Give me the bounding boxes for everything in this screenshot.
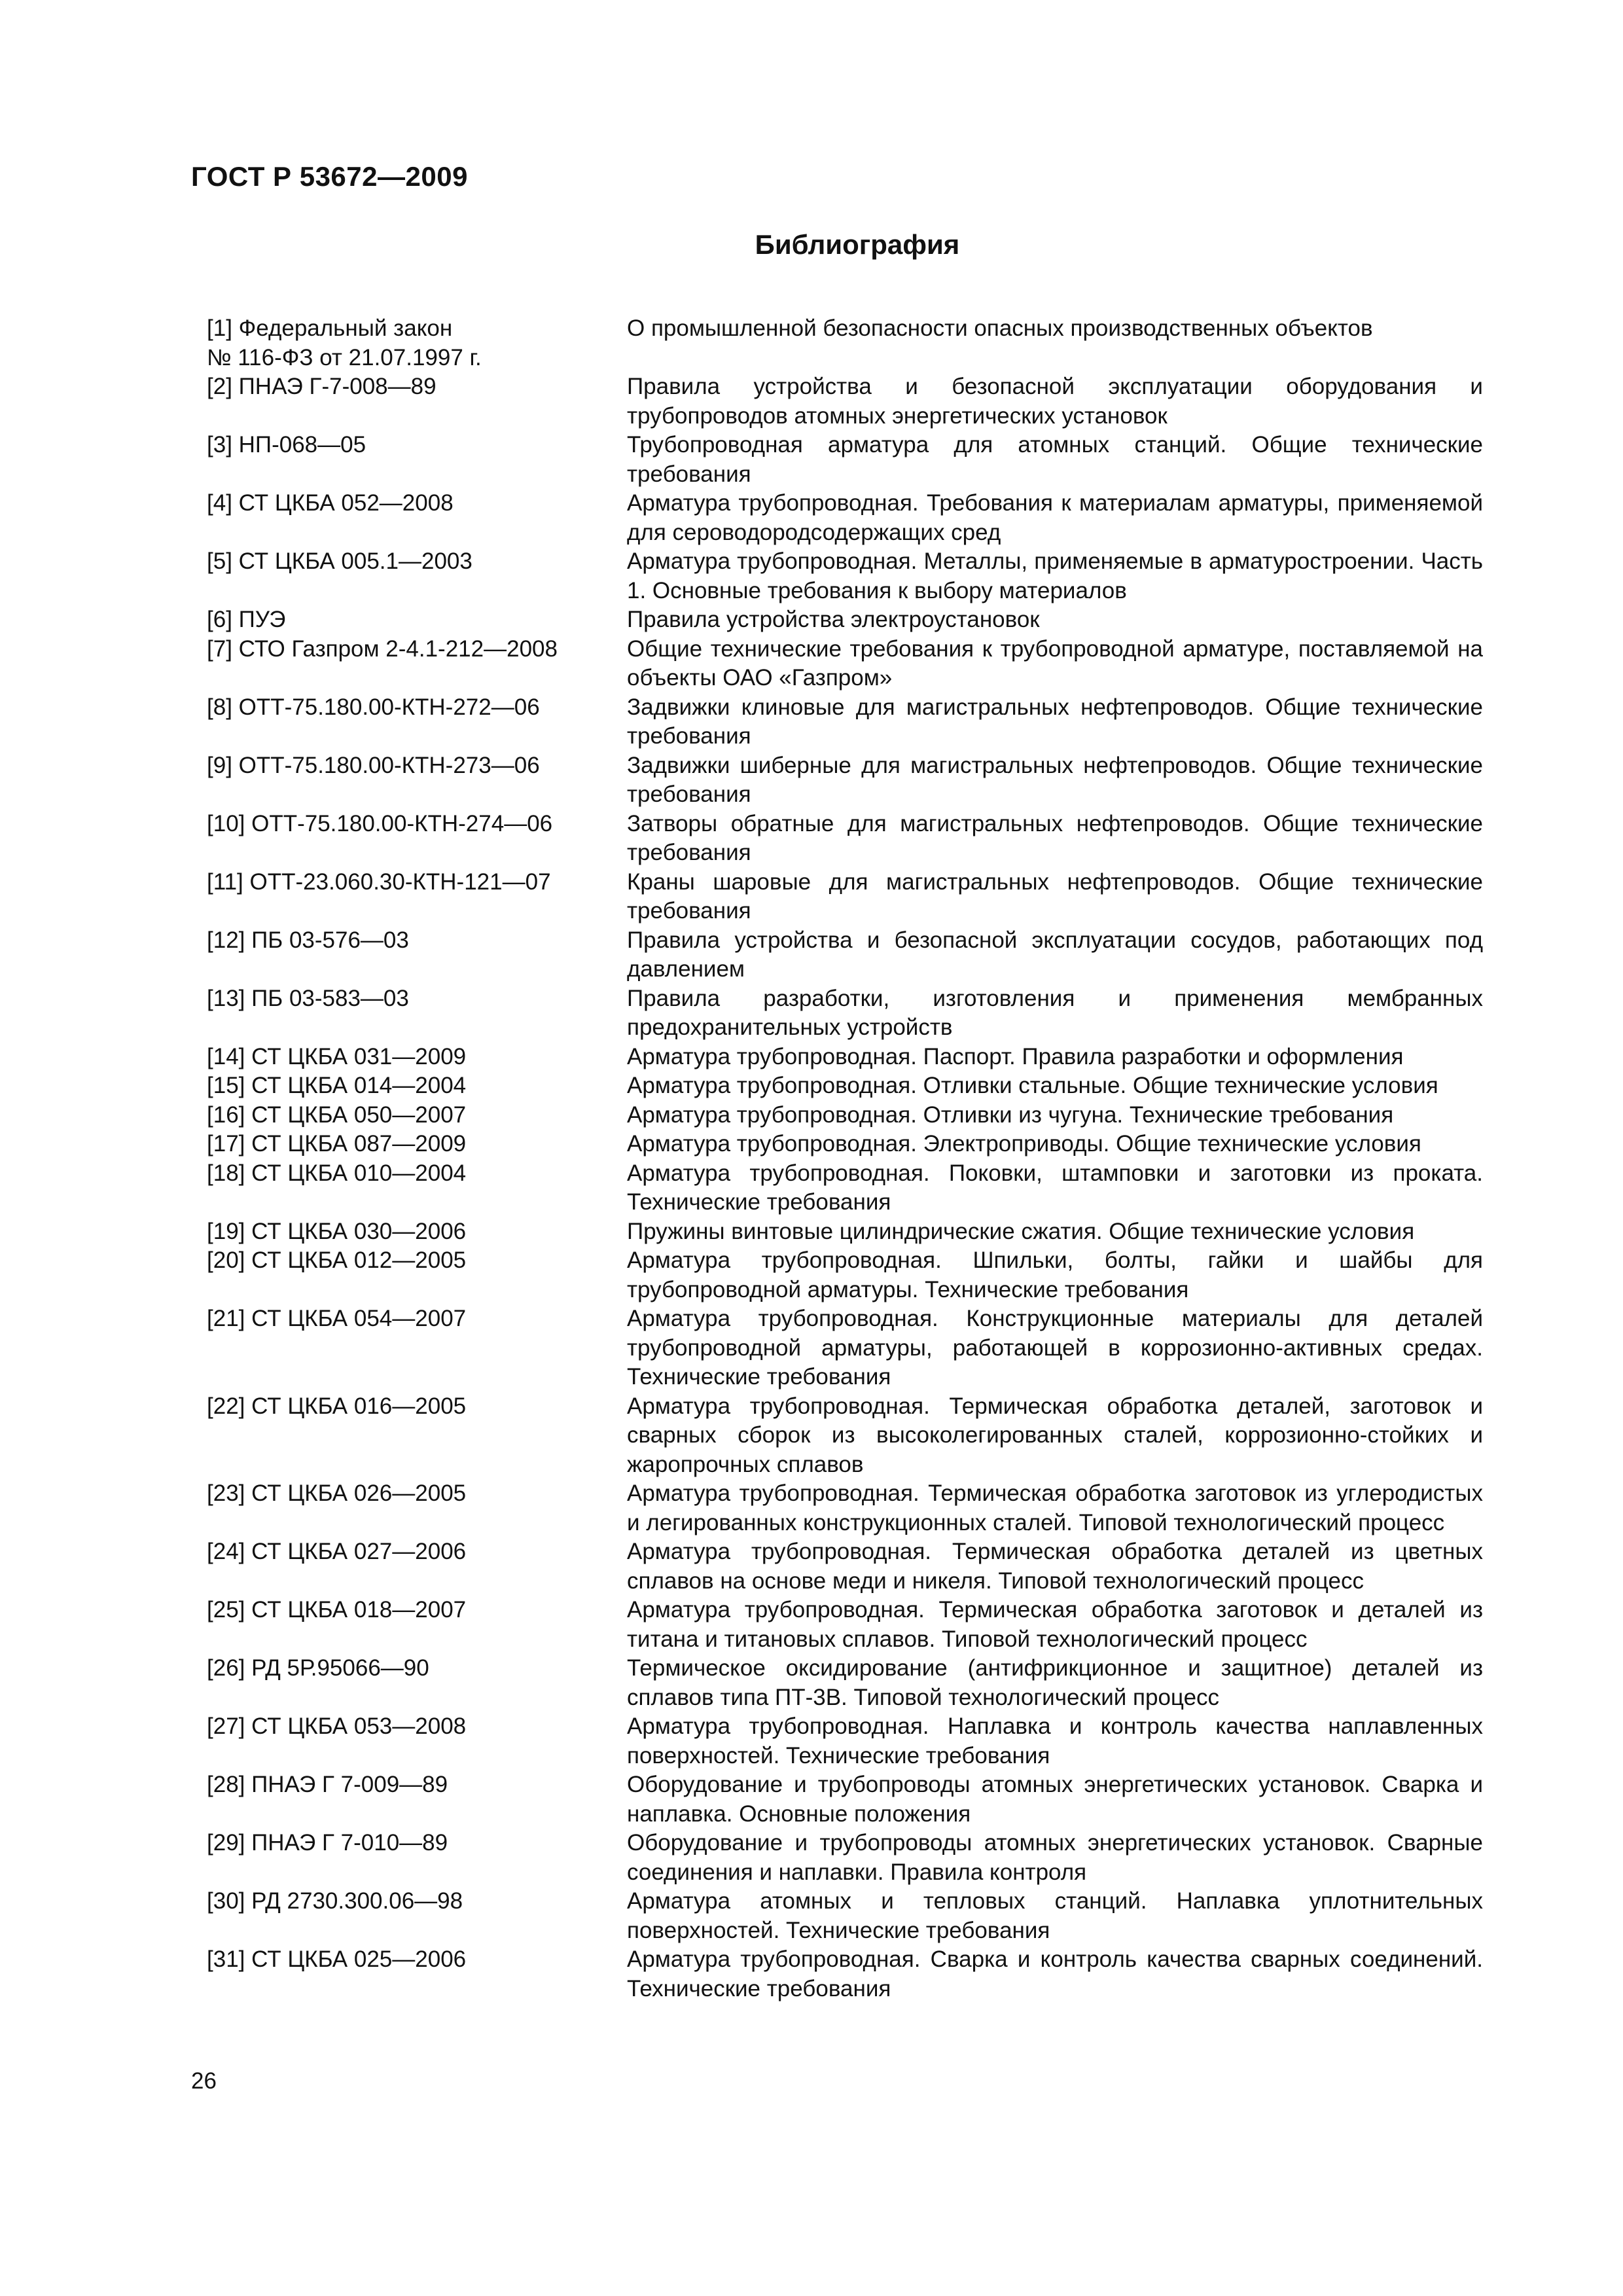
entry-reference: [31] СТ ЦКБА 025—2006 (207, 1946, 467, 1972)
bibliography-entry (207, 372, 1483, 431)
entry-reference: [2] ПНАЭ Г-7-008—89 (207, 374, 437, 399)
entry-title: Задвижки шиберные для магистральных нефтепроводов. Общие технические требования (627, 752, 1483, 807)
entry-reference: [13] ПБ 03-583—03 (207, 985, 409, 1011)
entry-reference: [27] СТ ЦКБА 053—2008 (207, 1713, 467, 1739)
bibliography-entry (207, 1887, 1483, 1945)
entry-reference: [15] СТ ЦКБА 014—2004 (207, 1073, 467, 1098)
bibliography-entry (207, 1071, 1483, 1101)
bibliography-entry (207, 751, 1483, 810)
entry-title: Арматура трубопроводная. Электроприводы. Общие технические условия (627, 1131, 1421, 1157)
bibliography-entry (207, 1596, 1483, 1654)
entry-title: Правила разработки, изготовления и применения мембранных предохранительных устройств (627, 985, 1483, 1040)
entry-title: Общие технические требования к трубопроводной арматуре, поставляемой на объекты ОАО «Газпром» (627, 636, 1483, 691)
bibliography-entry (207, 926, 1483, 984)
entry-reference: [8] ОТТ-75.180.00-КТН-272—06 (207, 694, 540, 720)
bibliography-entry (207, 1829, 1483, 1887)
entry-title: Арматура трубопроводная. Конструкционные материалы для деталей трубопроводной арматуры, работающей в коррозионно-активных средах. Технические требования (627, 1306, 1483, 1390)
section-title: Библиография (755, 229, 960, 260)
bibliography-entry (207, 547, 1483, 605)
entry-title: Арматура трубопроводная. Термическая обработка заготовок и деталей из титана и титановых сплавов. Типовой технологический процесс (627, 1597, 1483, 1652)
entry-reference: [21] СТ ЦКБА 054—2007 (207, 1306, 467, 1331)
entry-title: Правила устройства электроустановок (627, 607, 1040, 632)
entry-title: Арматура трубопроводная. Металлы, применяемые в арматуростроении. Часть 1. Основные требования к выбору материалов (627, 548, 1483, 603)
entry-reference: [3] НП-068—05 (207, 432, 366, 457)
entry-reference: [20] СТ ЦКБА 012—2005 (207, 1247, 467, 1273)
bibliography-entry (207, 1392, 1483, 1480)
bibliography-entry (207, 1043, 1483, 1072)
bibliography-entry (207, 1101, 1483, 1130)
bibliography-entry (207, 1945, 1483, 2003)
bibliography-entry (207, 1770, 1483, 1829)
bibliography-entry (207, 1217, 1483, 1247)
entry-title: Арматура трубопроводная. Требования к материалам арматуры, применяемой для сероводородсодержащих сред (627, 490, 1483, 545)
entry-reference: [24] СТ ЦКБА 027—2006 (207, 1539, 467, 1564)
bibliography-entry (207, 1654, 1483, 1712)
entry-reference: [6] ПУЭ (207, 607, 286, 632)
entry-reference: [28] ПНАЭ Г 7-009—89 (207, 1772, 448, 1797)
bibliography-entry (207, 1246, 1483, 1304)
bibliography-entry (207, 431, 1483, 489)
document-code: ГОСТ Р 53672—2009 (191, 161, 468, 192)
bibliography-entry (207, 314, 1483, 372)
entry-reference: [12] ПБ 03-576—03 (207, 927, 409, 953)
entry-title: Пружины винтовые цилиндрические сжатия. Общие технические условия (627, 1218, 1415, 1244)
entry-reference: [17] СТ ЦКБА 087—2009 (207, 1131, 467, 1157)
page-number: 26 (191, 2068, 217, 2094)
entry-title: Арматура трубопроводная. Термическая обработка деталей, заготовок и сварных сборок из высоколегированных сталей, коррозионно-стойких и жаропрочных сплавов (627, 1393, 1483, 1477)
entry-reference: [16] СТ ЦКБА 050—2007 (207, 1102, 467, 1128)
entry-title: Арматура трубопроводная. Термическая обработка деталей из цветных сплавов на основе меди и никеля. Типовой технологический процесс (627, 1539, 1483, 1594)
entry-title: Задвижки клиновые для магистральных нефтепроводов. Общие технические требования (627, 694, 1483, 749)
entry-reference: [26] РД 5Р.95066—90 (207, 1655, 429, 1681)
entry-title: Термическое оксидирование (антифрикционное и защитное) деталей из сплавов типа ПТ-3В. Типовой технологический процесс (627, 1655, 1483, 1710)
entry-reference: [18] СТ ЦКБА 010—2004 (207, 1160, 467, 1186)
bibliography-entry (207, 1479, 1483, 1537)
bibliography-entry (207, 693, 1483, 751)
entry-title: Арматура атомных и тепловых станций. Наплавка уплотнительных поверхностей. Технические требования (627, 1888, 1483, 1943)
entry-reference: [30] РД 2730.300.06—98 (207, 1888, 463, 1914)
bibliography-entry (207, 1712, 1483, 1770)
entry-title: Арматура трубопроводная. Сварка и контроль качества сварных соединений. Технические требования (627, 1946, 1483, 2001)
entry-reference: [9] ОТТ-75.180.00-КТН-273—06 (207, 752, 540, 778)
entry-title: Оборудование и трубопроводы атомных энергетических установок. Сварные соединения и наплавки. Правила контроля (627, 1830, 1483, 1885)
entry-reference: [23] СТ ЦКБА 026—2005 (207, 1480, 467, 1506)
entry-title: Арматура трубопроводная. Отливки из чугуна. Технические требования (627, 1102, 1394, 1128)
entry-reference: [10] ОТТ-75.180.00-КТН-274—06 (207, 810, 553, 836)
bibliography-entry (207, 1304, 1483, 1392)
bibliography-entry (207, 868, 1483, 926)
entry-reference: [22] СТ ЦКБА 016—2005 (207, 1393, 467, 1419)
entry-title: Правила устройства и безопасной эксплуатации сосудов, работающих под давлением (627, 927, 1483, 982)
bibliography-entry (207, 1130, 1483, 1159)
bibliography-entry (207, 635, 1483, 693)
entry-reference: [25] СТ ЦКБА 018—2007 (207, 1597, 467, 1623)
entry-reference: [4] СТ ЦКБА 052—2008 (207, 490, 454, 516)
entry-reference: [19] СТ ЦКБА 030—2006 (207, 1218, 467, 1244)
bibliography-list (207, 314, 1483, 2003)
entry-reference: [5] СТ ЦКБА 005.1—2003 (207, 548, 473, 574)
entry-title: Краны шаровые для магистральных нефтепроводов. Общие технические требования (627, 869, 1483, 924)
bibliography-entry (207, 1159, 1483, 1217)
bibliography-entry (207, 1537, 1483, 1596)
entry-title: Правила устройства и безопасной эксплуатации оборудования и трубопроводов атомных энергетических установок (627, 374, 1483, 429)
entry-title: Арматура трубопроводная. Термическая обработка заготовок из углеродистых и легированных конструкционных сталей. Типовой технологический процесс (627, 1480, 1483, 1535)
entry-title: Арматура трубопроводная. Шпильки, болты, гайки и шайбы для трубопроводной арматуры. Технические требования (627, 1247, 1483, 1302)
entry-title: Арматура трубопроводная. Наплавка и контроль качества наплавленных поверхностей. Технические требования (627, 1713, 1483, 1768)
bibliography-entry (207, 605, 1483, 635)
entry-title: Арматура трубопроводная. Поковки, штамповки и заготовки из проката. Технические требования (627, 1160, 1483, 1215)
entry-reference: [11] ОТТ-23.060.30-КТН-121—07 (207, 869, 551, 895)
bibliography-entry (207, 489, 1483, 547)
entry-title: Затворы обратные для магистральных нефтепроводов. Общие технические требования (627, 810, 1483, 865)
entry-reference: [29] ПНАЭ Г 7-010—89 (207, 1830, 448, 1856)
entry-title: Трубопроводная арматура для атомных станций. Общие технические требования (627, 432, 1483, 487)
bibliography-entry (207, 984, 1483, 1043)
entry-reference: [1] Федеральный закон № 116-ФЗ от 21.07.1997 г. (207, 315, 482, 370)
entry-title: Арматура трубопроводная. Паспорт. Правила разработки и оформления (627, 1043, 1404, 1069)
entry-title: Арматура трубопроводная. Отливки стальные. Общие технические условия (627, 1073, 1438, 1098)
bibliography-entry (207, 810, 1483, 868)
entry-reference: [7] СТО Газпром 2-4.1-212—2008 (207, 636, 558, 662)
entry-reference: [14] СТ ЦКБА 031—2009 (207, 1043, 467, 1069)
entry-title: Оборудование и трубопроводы атомных энергетических установок. Сварка и наплавка. Основные положения (627, 1772, 1483, 1827)
entry-title: О промышленной безопасности опасных производственных объектов (627, 315, 1373, 341)
